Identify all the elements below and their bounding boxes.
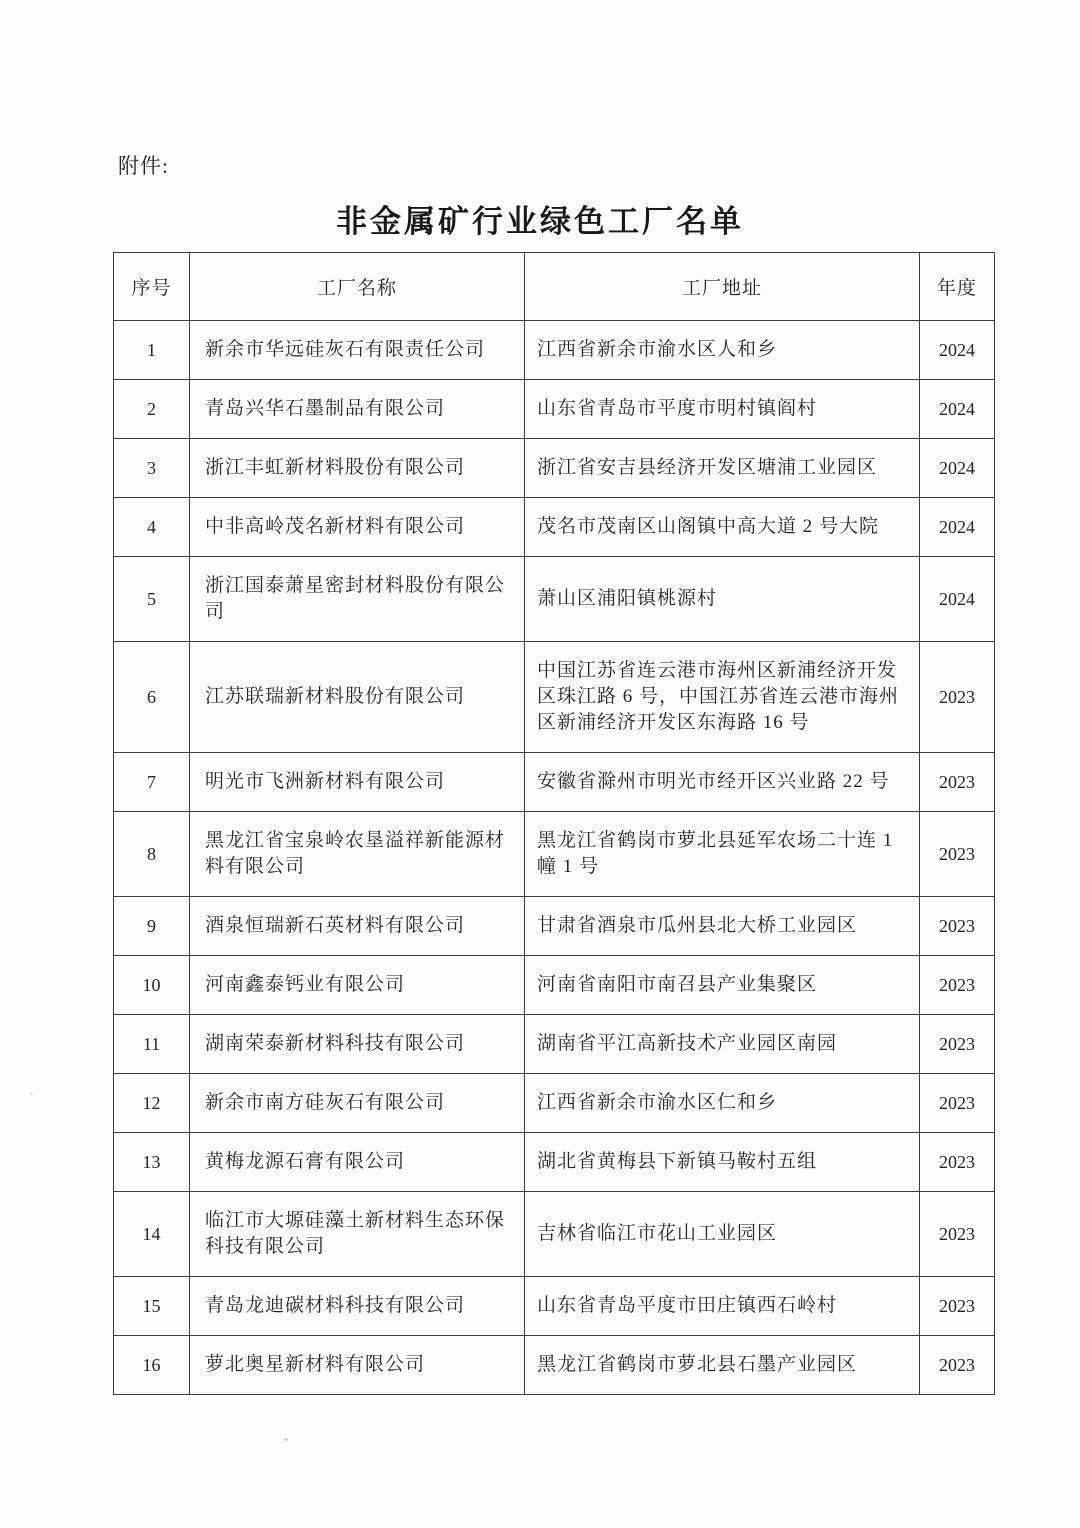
row-number: 6 [114, 642, 190, 753]
row-number: 4 [114, 498, 190, 557]
col-header-no: 序号 [114, 253, 190, 321]
row-number: 3 [114, 439, 190, 498]
row-number: 7 [114, 753, 190, 812]
row-number: 13 [114, 1133, 190, 1192]
award-year: 2023 [920, 1015, 995, 1074]
factory-name: 青岛龙迪碳材料科技有限公司 [190, 1277, 525, 1336]
row-number: 1 [114, 321, 190, 380]
factory-name: 浙江国泰萧星密封材料股份有限公司 [190, 557, 525, 642]
factory-name: 青岛兴华石墨制品有限公司 [190, 380, 525, 439]
factory-address: 中国江苏省连云港市海州区新浦经济开发区珠江路 6 号，中国江苏省连云港市海州区新浦经济开发区东海路 16 号 [525, 642, 920, 753]
factory-name: 黄梅龙源石膏有限公司 [190, 1133, 525, 1192]
award-year: 2023 [920, 812, 995, 897]
award-year: 2023 [920, 753, 995, 812]
col-header-name: 工厂名称 [190, 253, 525, 321]
award-year: 2024 [920, 321, 995, 380]
factory-address: 湖北省黄梅县下新镇马鞍村五组 [525, 1133, 920, 1192]
green-factory-table [113, 252, 995, 1395]
award-year: 2023 [920, 897, 995, 956]
table-row [114, 321, 995, 380]
factory-name: 湖南荣泰新材料科技有限公司 [190, 1015, 525, 1074]
table-row [114, 1336, 995, 1395]
award-year: 2024 [920, 380, 995, 439]
factory-name: 明光市飞洲新材料有限公司 [190, 753, 525, 812]
award-year: 2023 [920, 1074, 995, 1133]
factory-address: 萧山区浦阳镇桃源村 [525, 557, 920, 642]
row-number: 10 [114, 956, 190, 1015]
scan-artifact-speck [30, 1092, 33, 1095]
row-number: 5 [114, 557, 190, 642]
factory-address: 黑龙江省鹤岗市萝北县石墨产业园区 [525, 1336, 920, 1395]
table-row [114, 1074, 995, 1133]
award-year: 2024 [920, 498, 995, 557]
row-number: 2 [114, 380, 190, 439]
factory-address: 河南省南阳市南召县产业集聚区 [525, 956, 920, 1015]
factory-name: 新余市华远硅灰石有限责任公司 [190, 321, 525, 380]
factory-address: 吉林省临江市花山工业园区 [525, 1192, 920, 1277]
table-row [114, 897, 995, 956]
page-title: 非金属矿行业绿色工厂名单 [336, 204, 744, 239]
factory-name: 河南鑫泰钙业有限公司 [190, 956, 525, 1015]
table-row [114, 380, 995, 439]
row-number: 8 [114, 812, 190, 897]
table-row [114, 642, 995, 753]
factory-name: 酒泉恒瑞新石英材料有限公司 [190, 897, 525, 956]
row-number: 14 [114, 1192, 190, 1277]
table-row [114, 1277, 995, 1336]
table-row [114, 1015, 995, 1074]
factory-name: 临江市大塬硅藻土新材料生态环保科技有限公司 [190, 1192, 525, 1277]
factory-address: 甘肃省酒泉市瓜州县北大桥工业园区 [525, 897, 920, 956]
scan-artifact-speck [284, 1438, 288, 1441]
factory-address: 茂名市茂南区山阁镇中高大道 2 号大院 [525, 498, 920, 557]
factory-address: 江西省新余市渝水区仁和乡 [525, 1074, 920, 1133]
award-year: 2023 [920, 1133, 995, 1192]
award-year: 2024 [920, 557, 995, 642]
award-year: 2023 [920, 1192, 995, 1277]
factory-name: 浙江丰虹新材料股份有限公司 [190, 439, 525, 498]
row-number: 12 [114, 1074, 190, 1133]
row-number: 9 [114, 897, 190, 956]
table-row [114, 557, 995, 642]
factory-address: 湖南省平江高新技术产业园区南园 [525, 1015, 920, 1074]
factory-address: 浙江省安吉县经济开发区塘浦工业园区 [525, 439, 920, 498]
table-row [114, 956, 995, 1015]
factory-name: 黑龙江省宝泉岭农垦溢祥新能源材料有限公司 [190, 812, 525, 897]
award-year: 2023 [920, 1336, 995, 1395]
factory-name: 萝北奥星新材料有限公司 [190, 1336, 525, 1395]
table-row [114, 1192, 995, 1277]
table-row [114, 498, 995, 557]
award-year: 2023 [920, 956, 995, 1015]
table-header-row [114, 253, 995, 321]
row-number: 11 [114, 1015, 190, 1074]
award-year: 2023 [920, 642, 995, 753]
row-number: 16 [114, 1336, 190, 1395]
table-row [114, 753, 995, 812]
table-row [114, 1133, 995, 1192]
factory-address: 安徽省滁州市明光市经开区兴业路 22 号 [525, 753, 920, 812]
factory-address: 黑龙江省鹤岗市萝北县延军农场二十连 1 幢 1 号 [525, 812, 920, 897]
factory-name: 中非高岭茂名新材料有限公司 [190, 498, 525, 557]
factory-address: 江西省新余市渝水区人和乡 [525, 321, 920, 380]
row-number: 15 [114, 1277, 190, 1336]
col-header-address: 工厂地址 [525, 253, 920, 321]
table-row [114, 812, 995, 897]
award-year: 2024 [920, 439, 995, 498]
table-row [114, 439, 995, 498]
factory-address: 山东省青岛平度市田庄镇西石岭村 [525, 1277, 920, 1336]
award-year: 2023 [920, 1277, 995, 1336]
col-header-year: 年度 [920, 253, 995, 321]
factory-name: 新余市南方硅灰石有限公司 [190, 1074, 525, 1133]
factory-address: 山东省青岛市平度市明村镇阎村 [525, 380, 920, 439]
factory-name: 江苏联瑞新材料股份有限公司 [190, 642, 525, 753]
attachment-label: 附件: [118, 154, 169, 178]
